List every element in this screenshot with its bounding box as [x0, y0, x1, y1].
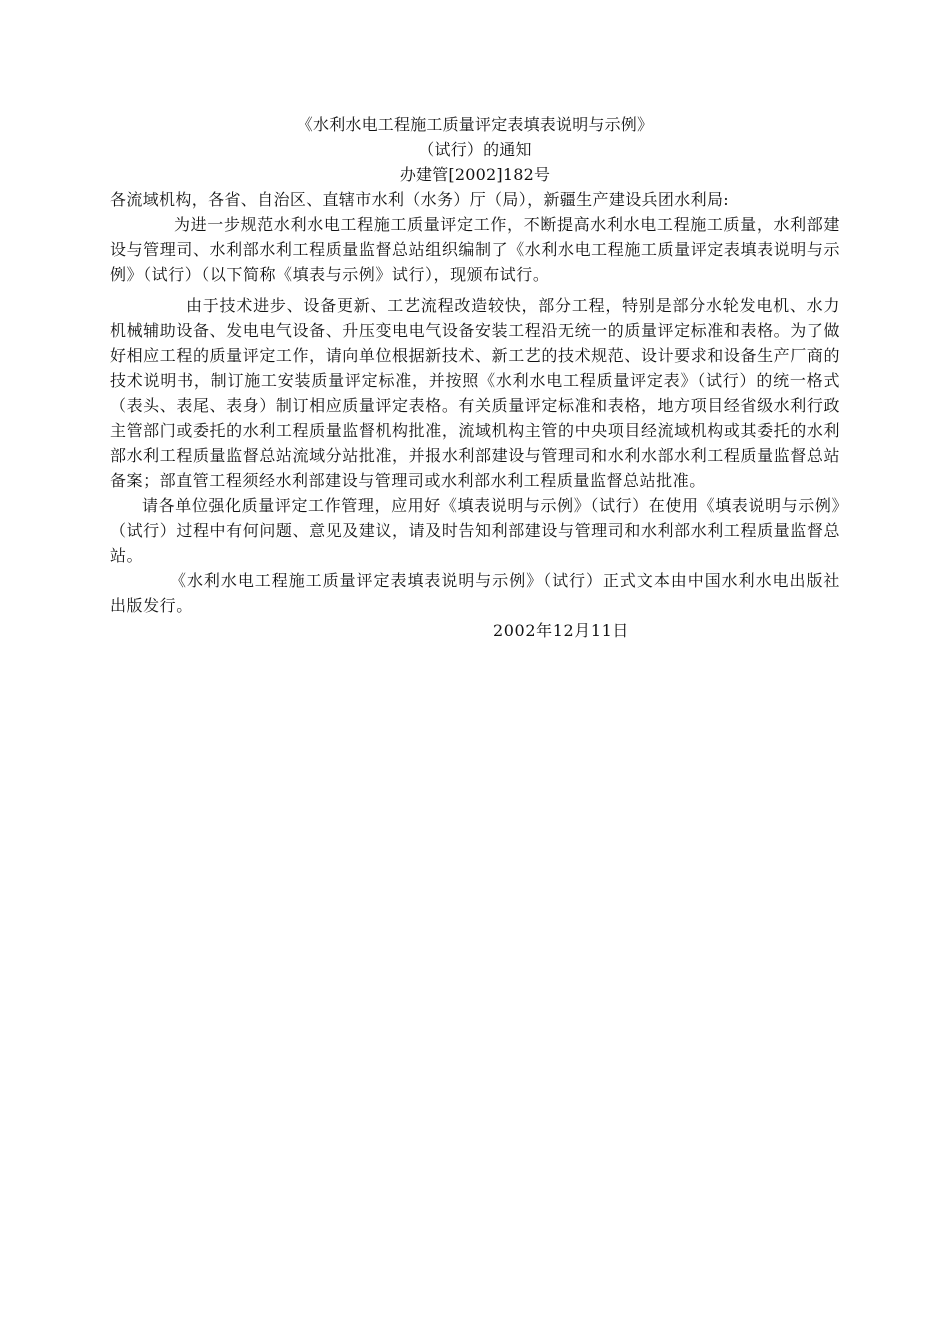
paragraph-1: 为进一步规范水利水电工程施工质量评定工作，不断提高水利水电工程施工质量，水利部建设与管理司、水利部水利工程质量监督总站组织编制了《水利水电工程施工质量评定表填表说明与示例》（试行）（以下简称《填表与示例》试行），现颁布试行。	[110, 215, 840, 284]
salutation: 各流域机构，各省、自治区、直辖市水利（水务）厅（局），新疆生产建设兵团水利局:	[110, 190, 730, 209]
paragraph-3: 请各单位强化质量评定工作管理，应用好《填表说明与示例》（试行）在使用《填表说明与示例》（试行）过程中有何问题、意见及建议，请及时告知利部建设与管理司和水利部水利工程质量监督总站。	[110, 496, 840, 565]
document-date: 2002年12月11日	[493, 621, 630, 640]
notice-document	[110, 112, 840, 643]
document-subtitle: （试行）的通知	[418, 140, 532, 159]
paragraph-2: 由于技术进步、设备更新、工艺流程改造较快，部分工程，特别是部分水轮发电机、水力机械辅助设备、发电电气设备、升压变电电气设备安装工程沿无统一的质量评定标准和表格。为了做好相应工程的质量评定工作，请向单位根据新技术、新工艺的技术规范、设计要求和设备生产厂商的技术说明书，制订施工安装质量评定标准，并按照《水利水电工程质量评定表》（试行）的统一格式（表头、表尾、表身）制订相应质量评定表格。有关质量评定标准和表格，地方项目经省级水利行政主管部门或委托的水利工程质量监督机构批准，流域机构主管的中央项目经流域机构或其委托的水利部水利工程质量监督总站流域分站批准，并报水利部建设与管理司和水利水部水利工程质量监督总站备案；部直管工程须经水利部建设与管理司或水利部水利工程质量监督总站批准。	[110, 296, 840, 490]
paragraph-4: 《水利水电工程施工质量评定表填表说明与示例》（试行）正式文本由中国水利水电出版社出版发行。	[110, 571, 840, 615]
document-title: 《水利水电工程施工质量评定表填表说明与示例》	[296, 115, 654, 134]
document-number: 办建管[2002]182号	[399, 165, 551, 184]
